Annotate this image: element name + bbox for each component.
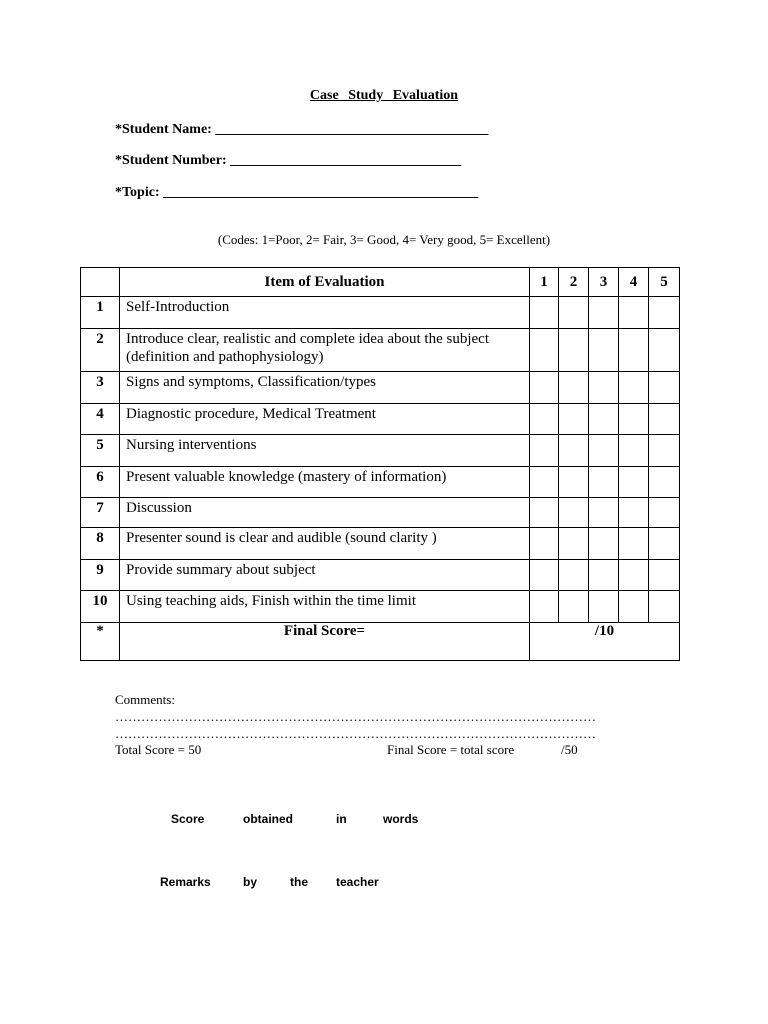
row-number: 3: [81, 372, 120, 404]
row-item-text: Using teaching aids, Finish within the time limit: [120, 591, 530, 623]
score-cell-5[interactable]: [649, 297, 680, 329]
row-item-text: Discussion: [120, 498, 530, 528]
score-cell-2[interactable]: [559, 498, 589, 528]
score-cell-1[interactable]: [530, 591, 559, 623]
score-cell-4[interactable]: [619, 591, 649, 623]
header-item: Item of Evaluation: [120, 268, 530, 297]
score-cell-3[interactable]: [589, 329, 619, 372]
score-cell-1[interactable]: [530, 528, 559, 560]
score-cell-1[interactable]: [530, 467, 559, 498]
table-row: [81, 297, 680, 329]
score-cell-3[interactable]: [589, 498, 619, 528]
score-cell-5[interactable]: [649, 591, 680, 623]
final-score-value[interactable]: /10: [530, 623, 680, 661]
remarks-word-1: Remarks: [160, 875, 211, 889]
score-cell-2[interactable]: [559, 372, 589, 404]
table-row: [81, 498, 680, 528]
score-cell-2[interactable]: [559, 467, 589, 498]
remarks-word-2: by: [243, 875, 258, 889]
score-cell-4[interactable]: [619, 528, 649, 560]
row-number: 1: [81, 297, 120, 329]
row-item-text: Introduce clear, realistic and complete idea about the subject (definition and pathophysiology): [120, 329, 530, 372]
row-item-text: Present valuable knowledge (mastery of information): [120, 467, 530, 498]
remarks-word-4: teacher: [336, 875, 379, 889]
header-score-3: 3: [589, 268, 619, 297]
score-cell-1[interactable]: [530, 404, 559, 435]
score-cell-4[interactable]: [619, 404, 649, 435]
comments-line-2[interactable]: …………………………………………………………………………………………………: [115, 726, 596, 741]
score-cell-2[interactable]: [559, 560, 589, 591]
score-cell-5[interactable]: [649, 560, 680, 591]
header-score-1: 1: [530, 268, 559, 297]
score-cell-3[interactable]: [589, 591, 619, 623]
header-score-2: 2: [559, 268, 589, 297]
row-item-text: Presenter sound is clear and audible (sound clarity ): [120, 528, 530, 560]
row-number: 5: [81, 435, 120, 467]
score-cell-2[interactable]: [559, 528, 589, 560]
row-number: 7: [81, 498, 120, 528]
score-cell-3[interactable]: [589, 560, 619, 591]
row-number: 10: [81, 591, 120, 623]
score-cell-4[interactable]: [619, 329, 649, 372]
evaluation-table: [80, 267, 680, 661]
final-score-label: Final Score=: [120, 623, 530, 661]
score-cell-3[interactable]: [589, 467, 619, 498]
final-score-formula: Final Score = total score: [387, 742, 515, 757]
score-cell-3[interactable]: [589, 404, 619, 435]
score-cell-5[interactable]: [649, 329, 680, 372]
table-row: [81, 467, 680, 498]
score-cell-1[interactable]: [530, 297, 559, 329]
row-number: 6: [81, 467, 120, 498]
final-score-out-of: /50: [561, 742, 578, 757]
table-row: [81, 372, 680, 404]
comments-label: Comments:: [115, 692, 175, 707]
row-item-text: Diagnostic procedure, Medical Treatment: [120, 404, 530, 435]
score-cell-3[interactable]: [589, 297, 619, 329]
table-row: [81, 591, 680, 623]
score-cell-4[interactable]: [619, 372, 649, 404]
score-cell-5[interactable]: [649, 498, 680, 528]
row-item-text: Provide summary about subject: [120, 560, 530, 591]
row-number: 9: [81, 560, 120, 591]
table-row: [81, 404, 680, 435]
table-header-row: [81, 268, 680, 297]
row-item-text: Self-Introduction: [120, 297, 530, 329]
score-cell-1[interactable]: [530, 560, 559, 591]
final-marker: *: [81, 623, 120, 661]
score-word-1: Score: [171, 812, 205, 826]
score-cell-3[interactable]: [589, 435, 619, 467]
score-cell-5[interactable]: [649, 372, 680, 404]
score-cell-5[interactable]: [649, 467, 680, 498]
score-cell-5[interactable]: [649, 528, 680, 560]
row-number: 2: [81, 329, 120, 372]
codes-legend: (Codes: 1=Poor, 2= Fair, 3= Good, 4= Very good, 5= Excellent): [217, 232, 551, 247]
score-cell-1[interactable]: [530, 329, 559, 372]
score-cell-4[interactable]: [619, 560, 649, 591]
score-cell-2[interactable]: [559, 329, 589, 372]
score-cell-2[interactable]: [559, 404, 589, 435]
score-cell-4[interactable]: [619, 435, 649, 467]
score-cell-3[interactable]: [589, 372, 619, 404]
table-row: [81, 560, 680, 591]
score-cell-3[interactable]: [589, 528, 619, 560]
score-cell-4[interactable]: [619, 467, 649, 498]
row-number: 4: [81, 404, 120, 435]
score-cell-1[interactable]: [530, 372, 559, 404]
score-word-3: in: [336, 812, 347, 826]
row-number: 8: [81, 528, 120, 560]
final-score-row: [81, 623, 680, 661]
comments-line-1[interactable]: …………………………………………………………………………………………………: [115, 709, 596, 724]
remarks-word-3: the: [290, 875, 308, 889]
page-title: Case Study Evaluation: [309, 88, 459, 103]
score-cell-5[interactable]: [649, 435, 680, 467]
header-score-5: 5: [649, 268, 680, 297]
student-name-field[interactable]: *Student Name: _______________________________________: [115, 122, 489, 137]
score-cell-1[interactable]: [530, 498, 559, 528]
score-cell-2[interactable]: [559, 435, 589, 467]
row-item-text: Signs and symptoms, Classification/types: [120, 372, 530, 404]
score-word-2: obtained: [243, 812, 293, 826]
header-blank: [81, 268, 120, 297]
topic-field[interactable]: *Topic: _____________________________________________: [115, 185, 479, 200]
student-number-field[interactable]: *Student Number: _________________________________: [115, 153, 462, 168]
table-row: [81, 329, 680, 372]
table-row: [81, 435, 680, 467]
score-cell-2[interactable]: [559, 297, 589, 329]
total-score-text: Total Score = 50: [115, 742, 202, 757]
table-row: [81, 528, 680, 560]
score-cell-5[interactable]: [649, 404, 680, 435]
row-item-text: Nursing interventions: [120, 435, 530, 467]
score-word-4: words: [383, 812, 419, 826]
header-score-4: 4: [619, 268, 649, 297]
score-cell-2[interactable]: [559, 591, 589, 623]
score-cell-1[interactable]: [530, 435, 559, 467]
score-cell-4[interactable]: [619, 297, 649, 329]
score-cell-4[interactable]: [619, 498, 649, 528]
